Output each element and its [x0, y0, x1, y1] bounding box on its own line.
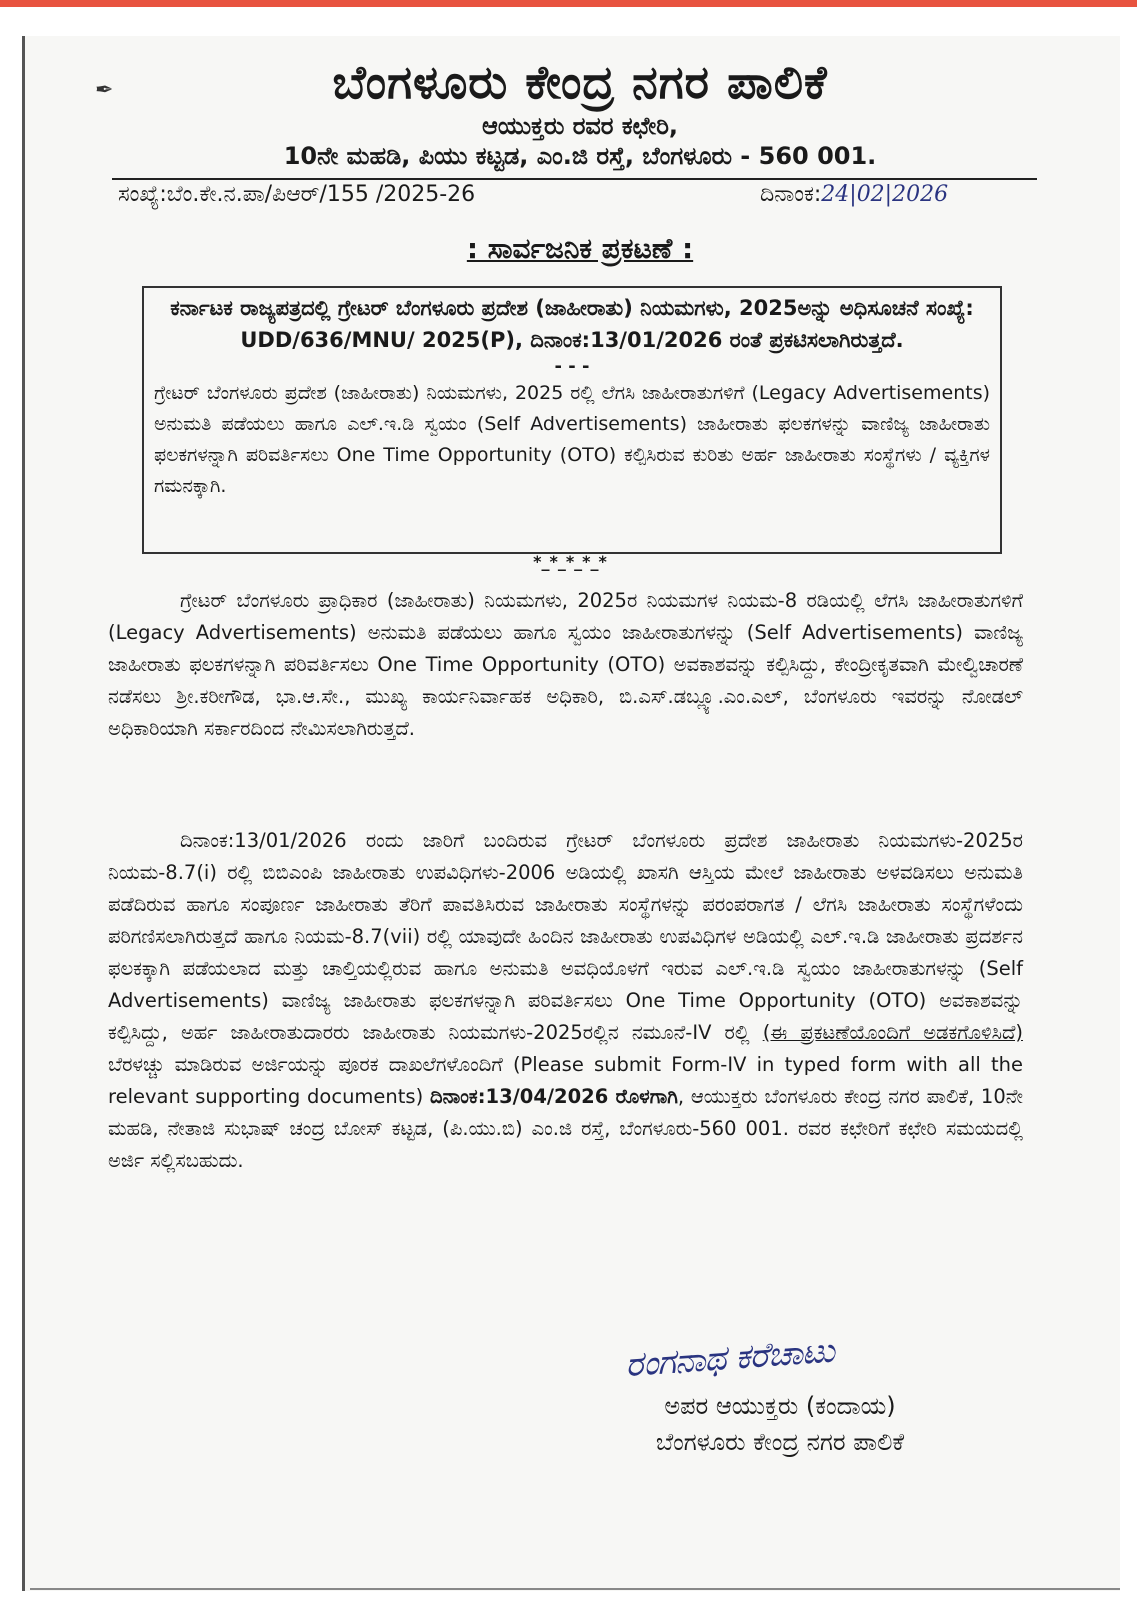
signature: ರಂಗನಾಥ ಕರೆಚಾಟು: [623, 1330, 836, 1386]
top-edge-strip: [0, 0, 1137, 7]
paragraph-2-text-c: , ಆಯುಕ್ತರು ಬೆಂಗಳೂರು ಕೇಂದ್ರ ನಗರ ಪಾಲಿಕೆ, 10ನೇ ಮಹಡಿ, ನೇತಾಜಿ ಸುಭಾಷ್ ಚಂದ್ರ ಬೋಸ್ ಕಟ್ಟಡ, (ಪಿ.ಯು.ಬಿ) ಎಂ.ಜಿ ರಸ್ತೆ, ಬೆಂಗಳೂರು-560 001. ರವರ ಕಛೇರಿಗೆ ಕಛೇರಿ ಸಮಯದಲ್ಲಿ ಅರ್ಜಿ ಸಲ್ಲಿಸಬಹುದು.: [108, 1085, 1023, 1172]
paragraph-2-underlined: (ಈ ಪ್ರಕಟಣೆಯೊಂದಿಗೆ ಅಡಕಗೊಳಿಸಿದೆ): [762, 1021, 1023, 1044]
subject-body: ಗ್ರೇಟರ್ ಬೆಂಗಳೂರು ಪ್ರದೇಶ (ಜಾಹೀರಾತು) ನಿಯಮಗಳು, 2025 ರಲ್ಲಿ ಲೆಗಸಿ ಜಾಹೀರಾತುಗಳಿಗೆ (Legacy Advertisements) ಅನುಮತಿ ಪಡೆಯಲು ಹಾಗೂ ಎಲ್.ಇ.ಡಿ ಸ್ವಯಂ (Self Advertisements) ಜಾಹೀರಾತು ಫಲಕಗಳನ್ನು ವಾಣಿಜ್ಯ ಜಾಹೀರಾತು ಫಲಕಗಳನ್ನಾಗಿ ಪರಿವರ್ತಿಸಲು One Time Opportunity (OTO) ಕಲ್ಪಿಸಿರುವ ಕುರಿತು ಅರ್ಹ ಜಾಹೀರಾತು ಸಂಸ್ಥೆಗಳು / ವ್ಯಕ್ತಿಗಳ ಗಮನಕ್ಕಾಗಿ.: [154, 382, 990, 497]
reference-date: [760, 182, 948, 207]
document-page: [22, 36, 1120, 1591]
subject-heading: ಕರ್ನಾಟಕ ರಾಜ್ಯಪತ್ರದಲ್ಲಿ ಗ್ರೇಟರ್ ಬೆಂಗಳೂರು ಪ್ರದೇಶ (ಜಾಹೀರಾತು) ನಿಯಮಗಳು, 2025ಅನ್ನು ಅಧಿಸೂಚನೆ ಸಂಖ್ಯೆ: UDD/636/MNU/ 2025(P), ದಿನಾಂಕ:13/01/2026 ರಂತೆ ಪ್ರಕಟಿಸಲಾಗಿರುತ್ತದೆ.: [170, 296, 974, 352]
page-bottom-edge: [30, 1588, 1120, 1590]
office-name: ಆಯುಕ್ತರು ರವರ ಕಛೇರಿ,: [482, 112, 678, 140]
reference-number: ಸಂಖ್ಯೆ:ಬೆಂ.ಕೇ.ನ.ಪಾ/ಪಿಆರ್/155 /2025-26: [118, 182, 476, 207]
date-label: ದಿನಾಂಕ:: [760, 182, 822, 207]
ink-mark-icon: ✒: [95, 78, 114, 103]
paragraph-2-deadline: ದಿನಾಂಕ:13/04/2026 ರೊಳಗಾಗಿ: [429, 1085, 678, 1108]
subject-box: [142, 286, 1002, 554]
signatory-office: ಬೆಂಗಳೂರು ಕೇಂದ್ರ ನಗರ ಪಾಲಿಕೆ: [655, 1428, 905, 1456]
paragraph-2-text-b: ಬೆರಳಚ್ಚು ಮಾಡಿರುವ ಅರ್ಜಿಯನ್ನು ಪೂರಕ ದಾಖಲೆಗಳೊಂದಿಗೆ (Please submit Form-IV in typed form with all the relevant supporting documents): [108, 1053, 1023, 1108]
paragraph-1: ಗ್ರೇಟರ್ ಬೆಂಗಳೂರು ಪ್ರಾಧಿಕಾರ (ಜಾಹೀರಾತು) ನಿಯಮಗಳು, 2025ರ ನಿಯಮಗಳ ನಿಯಮ-8 ರಡಿಯಲ್ಲಿ ಲೆಗಸಿ ಜಾಹೀರಾತುಗಳಿಗೆ (Legacy Advertisements) ಅನುಮತಿ ಪಡೆಯಲು ಹಾಗೂ ಸ್ವಯಂ ಜಾಹೀರಾತುಗಳನ್ನು (Self Advertisements) ವಾಣಿಜ್ಯ ಜಾಹೀರಾತು ಫಲಕಗಳನ್ನಾಗಿ ಪರಿವರ್ತಿಸಲು One Time Opportunity (OTO) ಅವಕಾಶವನ್ನು ಕಲ್ಪಿಸಿದ್ದು, ಕೇಂದ್ರೀಕೃತವಾಗಿ ಮೇಲ್ವಿಚಾರಣೆ ನಡೆಸಲು ಶ್ರೀ.ಕರೀಗೌಡ, ಭಾ.ಆ.ಸೇ., ಮುಖ್ಯ ಕಾರ್ಯನಿರ್ವಾಹಕ ಅಧಿಕಾರಿ, ಬಿ.ಎಸ್.ಡಬ್ಲ್ಯೂ.ಎಂ.ಎಲ್, ಬೆಂಗಳೂರು ಇವರನ್ನು ನೋಡಲ್ ಅಧಿಕಾರಿಯಾಗಿ ಸರ್ಕಾರದಿಂದ ನೇಮಿಸಲಾಗಿರುತ್ತದೆ.: [108, 589, 1023, 740]
paragraph-2: [108, 825, 1023, 1177]
date-value: 24|02|2026: [821, 182, 949, 207]
signatory-designation: ಅಪರ ಆಯುಕ್ತರು (ಕಂದಾಯ): [664, 1392, 896, 1420]
org-name: ಬೆಂಗಳೂರು ಕೇಂದ್ರ ನಗರ ಪಾಲಿಕೆ: [332, 55, 828, 109]
separator: *_*_*_*_*: [533, 552, 607, 571]
notice-title: : ಸಾರ್ವಜನಿಕ ಪ್ರಕಟಣೆ :: [466, 232, 694, 265]
header-rule: [112, 178, 1037, 180]
subject-dashes: - - -: [554, 356, 590, 377]
office-address: 10ನೇ ಮಹಡಿ, ಪಿಯು ಕಟ್ಟಡ, ಎಂ.ಜಿ ರಸ್ತೆ, ಬೆಂಗಳೂರು - 560 001.: [283, 142, 877, 170]
paragraph-2-text-a: ದಿನಾಂಕ:13/01/2026 ರಂದು ಜಾರಿಗೆ ಬಂದಿರುವ ಗ್ರೇಟರ್ ಬೆಂಗಳೂರು ಪ್ರದೇಶ ಜಾಹೀರಾತು ನಿಯಮಗಳು-2025ರ ನಿಯಮ-8.7(i) ರಲ್ಲಿ ಬಿಬಿಎಂಪಿ ಜಾಹೀರಾತು ಉಪವಿಧಿಗಳು-2006 ಅಡಿಯಲ್ಲಿ ಖಾಸಗಿ ಆಸ್ತಿಯ ಮೇಲೆ ಜಾಹೀರಾತು ಅಳವಡಿಸಲು ಅನುಮತಿ ಪಡೆದಿರುವ ಹಾಗೂ ಸಂಪೂರ್ಣ ಜಾಹೀರಾತು ತೆರಿಗೆ ಪಾವತಿಸಿರುವ ಜಾಹೀರಾತು ಸಂಸ್ಥೆಗಳನ್ನು ಪರಂಪರಾಗತ / ಲೆಗಸಿ ಜಾಹೀರಾತು ಸಂಸ್ಥೆಗಳೆಂದು ಪರಿಗಣಿಸಲಾಗಿರುತ್ತದೆ ಹಾಗೂ ನಿಯಮ-8.7(vii) ರಲ್ಲಿ ಯಾವುದೇ ಹಿಂದಿನ ಜಾಹೀರಾತು ಉಪವಿಧಿಗಳ ಅಡಿಯಲ್ಲಿ ಎಲ್.ಇ.ಡಿ ಜಾಹೀರಾತು ಪ್ರದರ್ಶನ ಫಲಕಕ್ಕಾಗಿ ಪಡೆಯಲಾದ ಮತ್ತು ಚಾಲ್ತಿಯಲ್ಲಿರುವ ಹಾಗೂ ಅನುಮತಿ ಅವಧಿಯೊಳಗೆ ಇರುವ ಎಲ್.ಇ.ಡಿ ಸ್ವಯಂ ಜಾಹೀರಾತುಗಳನ್ನು (Self Advertisements) ವಾಣಿಜ್ಯ ಜಾಹೀರಾತು ಫಲಕಗಳನ್ನಾಗಿ ಪರಿವರ್ತಿಸಲು One Time Opportunity (OTO) ಅವಕಾಶವನ್ನು ಕಲ್ಪಿಸಿದ್ದು, ಅರ್ಹ ಜಾಹೀರಾತುದಾರರು ಜಾಹೀರಾತು ನಿಯಮಗಳು-2025ರಲ್ಲಿನ ನಮೂನೆ-IV ರಲ್ಲಿ: [108, 829, 1023, 1044]
